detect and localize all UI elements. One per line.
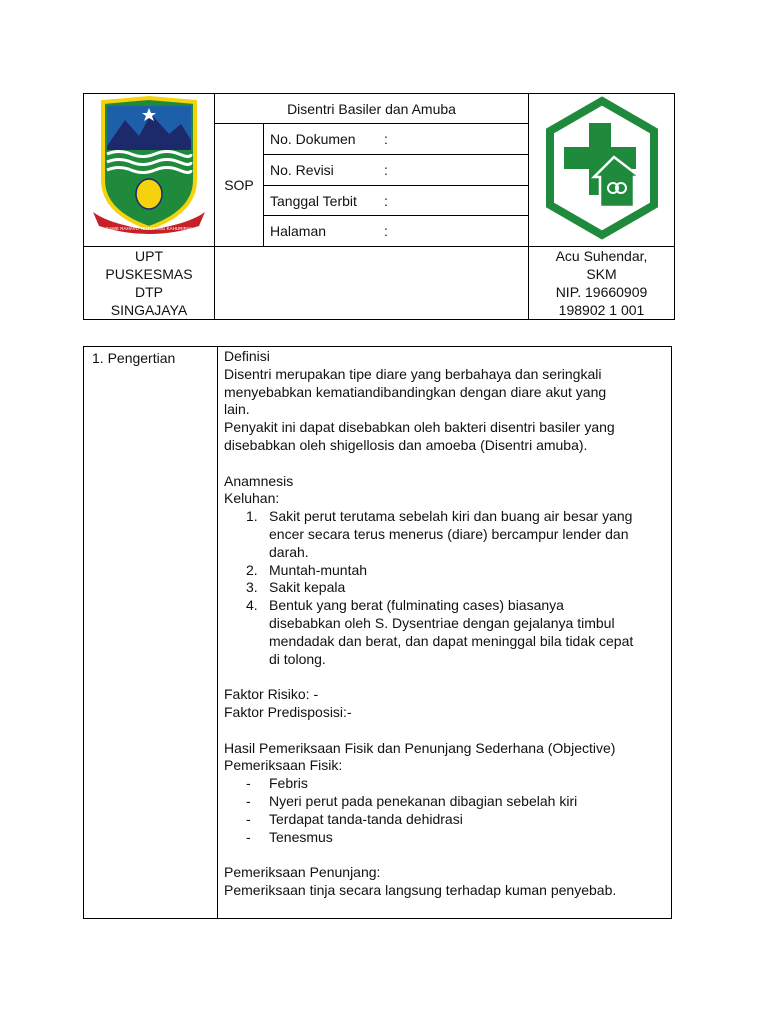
signatory: Acu Suhendar, SKM NIP. 19660909 198902 1 001	[529, 247, 675, 320]
list-item: - Tenesmus	[246, 828, 333, 845]
field-no-dokumen: No. Dokumen :	[264, 124, 529, 155]
list-item: - Terdapat tanda-tanda dehidrasi	[246, 810, 463, 827]
list-item: - Nyeri perut pada penekanan dibagian sebelah kiri	[246, 792, 578, 809]
penunjang-heading: Pemeriksaan Penunjang:	[224, 864, 381, 881]
sop-body-table	[83, 346, 672, 919]
hasil-heading: Hasil Pemeriksaan Fisik dan Penunjang Sederhana (Objective)	[224, 739, 616, 756]
list-item: 3. Sakit kepala	[246, 579, 346, 596]
puskesmas-logo-cell	[529, 94, 675, 247]
list-item: 4. Bentuk yang berat (fulminating cases) biasanya disebabkan oleh S. Dysentriae dengan gejalanya timbul mendadak dan berat, dan dapat meninggal bila tidak cepat di tolong.	[246, 597, 634, 667]
keluhan-list	[224, 508, 665, 668]
faktor-risiko: Faktor Risiko: -	[224, 686, 319, 703]
field-tanggal-terbit: Tanggal Terbit :	[264, 186, 529, 216]
blank-signature-cell	[215, 247, 529, 320]
sop-label: SOP	[215, 124, 264, 247]
penunjang-text: Pemeriksaan tinja secara langsung terhadap kuman penyebab.	[224, 881, 617, 898]
document-title: Disentri Basiler dan Amuba	[215, 94, 529, 124]
list-item: 1. Sakit perut terutama sebelah kiri dan buang air besar yang encer secara terus menerus (diare) bercampur lender dan darah.	[246, 508, 633, 560]
definisi-heading: Definisi	[224, 348, 270, 364]
field-no-revisi: No. Revisi :	[264, 155, 529, 186]
faktor-predisposisi: Faktor Predisposisi:-	[224, 703, 352, 720]
section-content: Definisi Disentri merupakan tipe diare yang berbahaya dan seringkali menyebabkan kematiandibandingkan dengan diare akut yang lain. Penyakit ini dapat disebabkan oleh bakteri disentri basiler yang disebabkan oleh shigellosis dan amoeba (Disentri amuba). Anamnesis Keluhan: 1. Sakit perut terutama sebelah kiri dan buang air besar yang encer secara terus menerus (diare) bercampur lender dan darah. 2. Muntah-muntah 3. Sakit kepala 4. Bentuk yang berat (fulminating cases) biasanya disebabkan oleh S. Dysentriae dengan gejalanya timbul mendadak dan berat, dan dapat meninggal bila tidak cepat di tolong. Faktor Risiko: - Faktor Predisposisi:- Hasil Pemeriksaan Fisik dan Penunjang Sederhana (Objective) Pemeriksaan Fisik: - Febris - Nyeri perut pada penekanan dibagian sebelah kiri - Terdapat tanda-tanda dehidrasi - Tenesmus Pemeriksaan Penunjang: Pemeriksaan tinja secara langsung terhadap kuman penyebab.	[218, 347, 672, 919]
fisik-list	[224, 775, 665, 846]
sop-header-table	[83, 93, 675, 320]
organization-name: UPT PUSKESMAS DTP SINGAJAYA	[84, 247, 215, 320]
list-item: - Febris	[246, 775, 308, 792]
regency-logo-cell	[84, 94, 215, 247]
field-halaman: Halaman :	[264, 216, 529, 247]
crest-motto: GAWE RAHAYU TEMBEUNG KAHURIPAN	[105, 226, 193, 231]
fisik-heading: Pemeriksaan Fisik:	[224, 757, 343, 774]
anamnesis-heading: Anamnesis	[224, 472, 294, 489]
list-item: 2. Muntah-muntah	[246, 561, 368, 578]
regency-crest-icon	[89, 94, 209, 242]
puskesmas-logo-icon	[542, 95, 662, 241]
section-label: 1. Pengertian	[84, 347, 218, 919]
keluhan-heading: Keluhan:	[224, 490, 280, 507]
